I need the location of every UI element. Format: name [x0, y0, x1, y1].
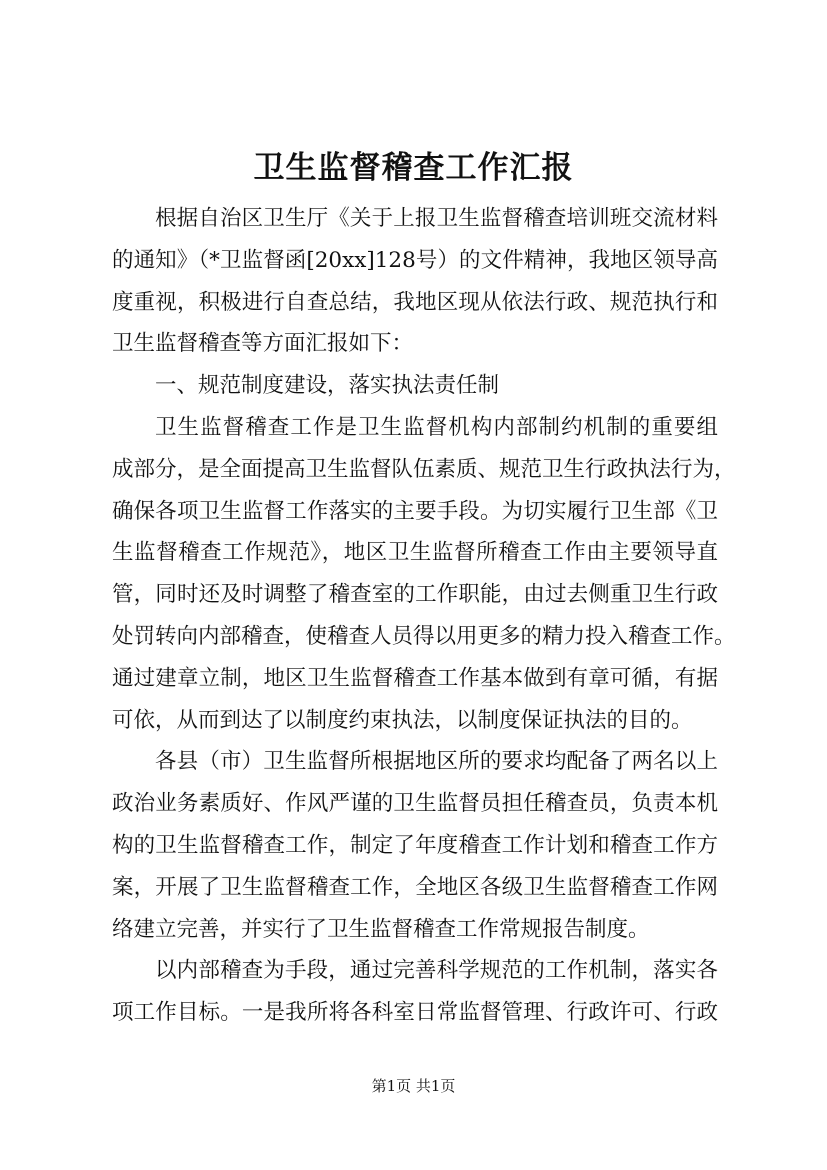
document-body: [112, 198, 736, 1034]
document-title: 卫生监督稽查工作汇报: [253, 150, 574, 186]
body-line: 各县（市）卫生监督所根据地区所的要求均配备了两名以上: [155, 749, 718, 775]
body-line: 度重视，积极进行自查总结，我地区现从依法行政、规范执行和: [112, 289, 718, 315]
body-line: 以内部稽查为手段，通过完善科学规范的工作机制，落实各: [155, 958, 718, 984]
body-line: 管，同时还及时调整了稽查室的工作职能，由过去侧重卫生行政: [112, 582, 718, 608]
body-line: 项工作目标。一是我所将各科室日常监督管理、行政许可、行政: [112, 1000, 718, 1026]
body-line: 卫生监督稽查工作是卫生监督机构内部制约机制的重要组: [155, 414, 718, 440]
section-heading: 一、规范制度建设，落实执法责任制: [155, 373, 500, 399]
body-line: 络建立完善，并实行了卫生监督稽查工作常规报告制度。: [112, 916, 650, 942]
body-line: 的通知》（*卫监督函[20xx]128号）的文件精神，我地区领导高: [112, 247, 718, 273]
body-line: 成部分，是全面提高卫生监督队伍素质、规范卫生行政执法行为，: [112, 456, 736, 482]
body-line: 确保各项卫生监督工作落实的主要手段。为切实履行卫生部《卫: [112, 498, 718, 524]
body-line: 通过建章立制，地区卫生监督稽查工作基本做到有章可循，有据: [112, 665, 718, 691]
page-footer: 第1页 共1页: [371, 1077, 456, 1095]
body-line: 可依，从而到达了以制度约束执法，以制度保证执法的目的。: [112, 707, 693, 733]
body-line: 根据自治区卫生厅《关于上报卫生监督稽查培训班交流材料: [155, 206, 718, 231]
body-line: 生监督稽查工作规范》，地区卫生监督所稽查工作由主要领导直: [112, 540, 718, 566]
body-line: 构的卫生监督稽查工作，制定了年度稽查工作计划和稽查工作方: [112, 832, 718, 858]
body-line: 案，开展了卫生监督稽查工作，全地区各级卫生监督稽查工作网: [112, 874, 718, 900]
body-line: 政治业务素质好、作风严谨的卫生监督员担任稽查员，负责本机: [112, 791, 718, 817]
body-line: 卫生监督稽查等方面汇报如下：: [112, 331, 414, 357]
body-line: 处罚转向内部稽查，使稽查人员得以用更多的精力投入稽查工作。: [112, 623, 736, 649]
